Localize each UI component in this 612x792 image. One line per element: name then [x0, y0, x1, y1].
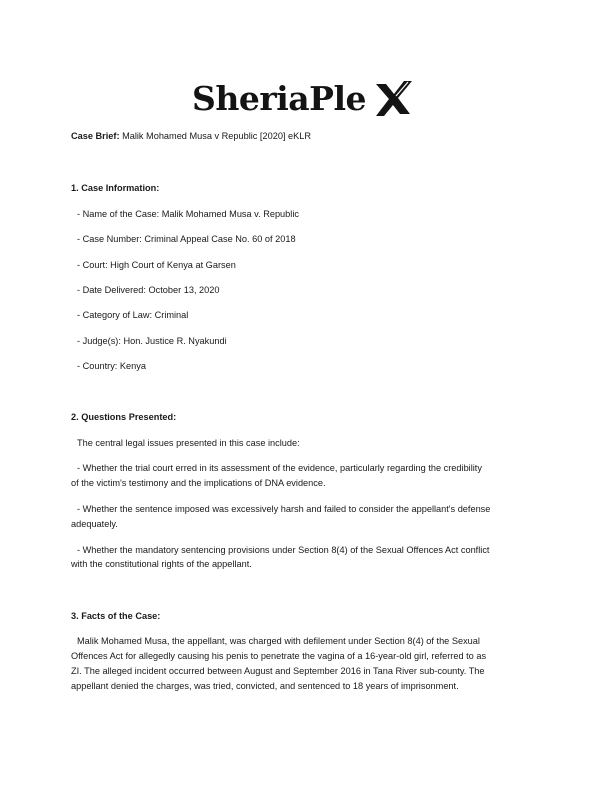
question-1-line-2: of the victim's testimony and the implications of DNA evidence. — [71, 478, 326, 488]
question-2-line-2: adequately. — [71, 519, 118, 529]
case-info-item: - Country: Kenya — [77, 361, 146, 371]
logo-wordmark: SheriaPle — [192, 79, 366, 118]
section-heading-questions-presented: 2. Questions Presented: — [71, 412, 177, 422]
case-brief-value: Malik Mohamed Musa v Republic [2020] eKLR — [119, 131, 312, 141]
section-heading-facts: 3. Facts of the Case: — [71, 611, 161, 621]
questions-intro: The central legal issues presented in this case include: — [77, 438, 300, 448]
facts-line-4: appellant denied the charges, was tried, convicted, and sentenced to 18 years of imprisonment. — [71, 681, 459, 691]
facts-line-3: ZI. The alleged incident occurred between August and September 2016 in Tana River sub-county. The — [71, 666, 485, 676]
section-heading-case-information: 1. Case Information: — [71, 183, 160, 193]
case-info-item: - Category of Law: Criminal — [77, 310, 189, 320]
question-3-line-2: with the constitutional rights of the appellant. — [71, 559, 252, 569]
case-info-item: - Date Delivered: October 13, 2020 — [77, 285, 220, 295]
sheriaplex-logo — [192, 76, 422, 122]
facts-line-2: Offences Act for allegedly causing his penis to penetrate the vagina of a 16-year-old girl, referred to as — [71, 651, 487, 661]
facts-line-1: Malik Mohamed Musa, the appellant, was charged with defilement under Section 8(4) of the Sexual — [77, 636, 480, 646]
case-info-item: - Case Number: Criminal Appeal Case No. 60 of 2018 — [77, 234, 296, 244]
case-info-item: - Court: High Court of Kenya at Garsen — [77, 260, 236, 270]
case-brief-label: Case Brief: — [71, 131, 120, 141]
question-2-line-1: - Whether the sentence imposed was excessively harsh and failed to consider the appellant's defense — [77, 504, 491, 514]
case-info-item: - Judge(s): Hon. Justice R. Nyakundi — [77, 336, 227, 346]
case-info-item: - Name of the Case: Malik Mohamed Musa v. Republic — [77, 209, 299, 219]
case-brief-line — [71, 129, 546, 143]
question-3-line-1: - Whether the mandatory sentencing provisions under Section 8(4) of the Sexual Offences Act conflict — [77, 545, 490, 555]
logo-x-mark — [374, 78, 414, 118]
question-1-line-1: - Whether the trial court erred in its assessment of the evidence, particularly regarding the credibility — [77, 463, 482, 473]
